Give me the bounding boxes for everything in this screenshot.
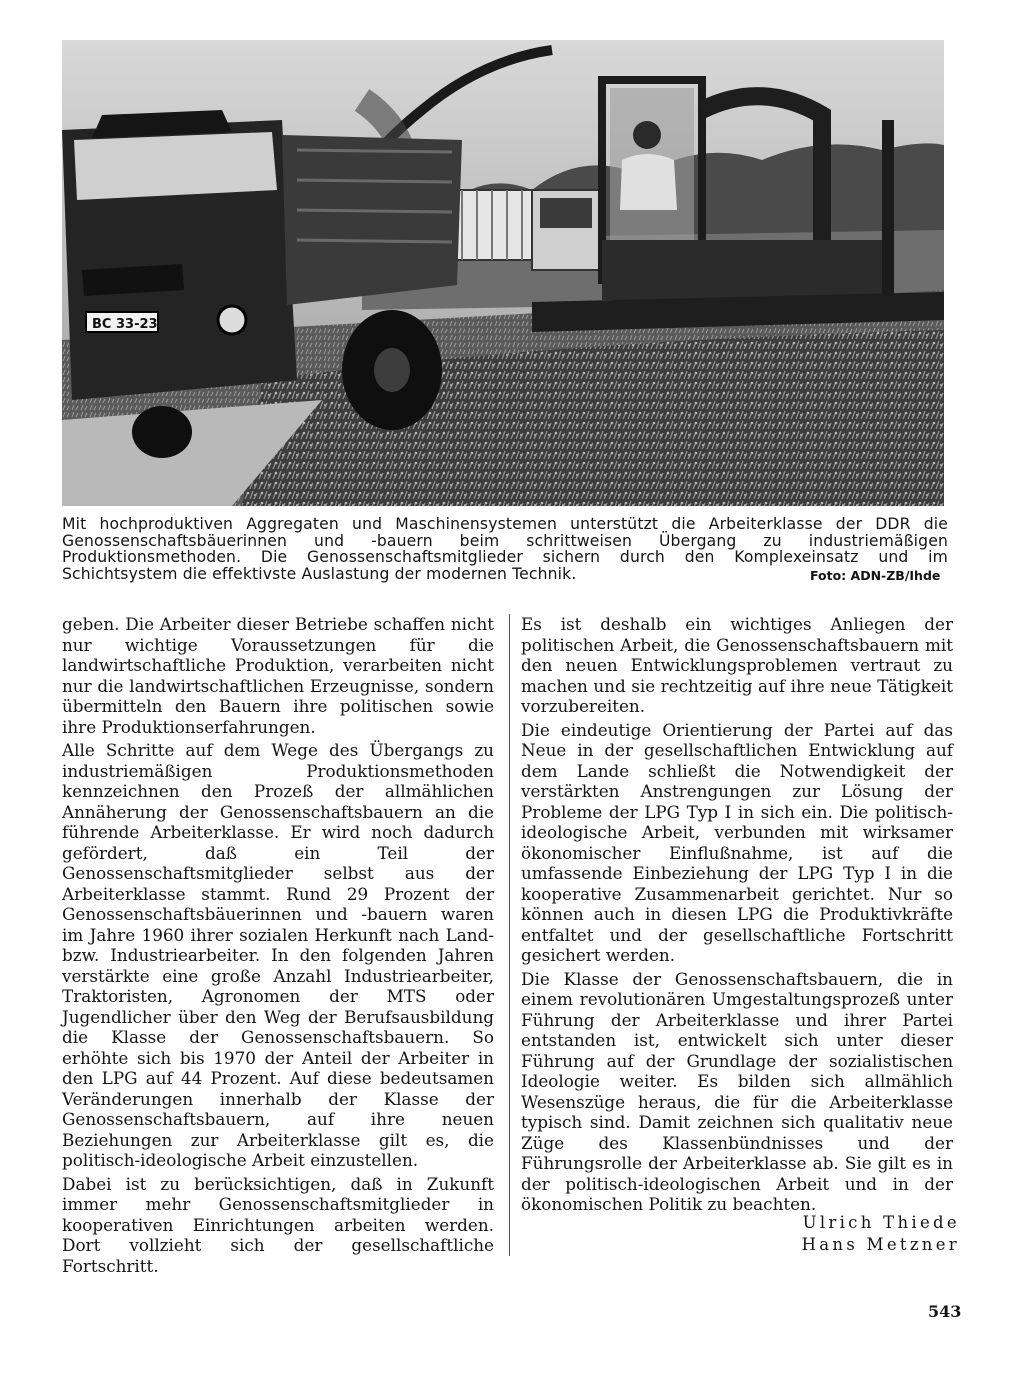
harvest-photo: [62, 40, 944, 506]
harvest-photo-illustration: [62, 40, 944, 506]
paragraph: geben. Die Arbeiter dieser Betriebe schaffen nicht nur wichtige Voraussetzungen für die landwirtschaftliche Produktion, verarbeiten nicht nur die landwirtschaftlichen Erzeugnisse, sondern übermitteln den Bauern ihre politischen sowie ihre Produktionserfahrungen.: [62, 614, 494, 737]
license-plate: BC 33-23: [92, 317, 158, 332]
article-column-right: [521, 614, 953, 1218]
author-name: Hans Metzner: [801, 1235, 960, 1254]
page-number: 543: [928, 1302, 962, 1321]
photo-credit: Foto: ADN-ZB/Ihde: [810, 568, 941, 583]
paragraph: Dabei ist zu berücksichtigen, daß in Zukunft immer mehr Genossenschaftsmitglieder in kooperativen Einrichtungen arbeiten werden. Dort vollzieht sich der gesellschaftliche Fortschritt.: [62, 1173, 494, 1276]
photo-caption: Mit hochproduktiven Aggregaten und Maschinensystemen unterstützt die Arbeiterklasse der DDR die Genossenschaftsbäuerinnen und -bauern beim schrittweisen Übergang zu industriemäßigen Produktionsmethoden. Die Genossenschaftsmitglieder sichern durch den Komplexeinsatz und im Schichtsystem die effektivste Auslastung der modernen Technik.: [62, 515, 948, 583]
paragraph: Die eindeutige Orientierung der Partei auf das Neue in der gesellschaftlichen Entwicklung auf dem Lande schließt die Notwendigkeit der verstärkten Anstrengungen zur Lösung der Probleme der LPG Typ I in sich ein. Die politisch-ideologische Arbeit, verbunden mit wirksamer ökonomischer Einflußnahme, ist auf die umfassende Einbeziehung der LPG Typ I in die kooperative Zusammenarbeit gerichtet. Nur so können auch in diesen LPG die Produktivkräfte entfaltet und der gesellschaftliche Fortschritt gesichert werden.: [521, 719, 953, 965]
author-signature: [760, 1212, 960, 1256]
paragraph: Es ist deshalb ein wichtiges Anliegen der politischen Arbeit, die Genossenschaftsbauern mit den neuen Entwicklungsproblemen vertraut zu machen und sie rechtzeitig auf ihre neue Tätigkeit vorzubereiten.: [521, 614, 953, 716]
paragraph: Die Klasse der Genossenschaftsbauern, die in einem revolutionären Umgestaltungsprozeß unter Führung der Arbeiterklasse und ihrer Partei entstanden ist, entwickelt sich unter dieser Führung auf der Grundlage der sozialistischen Ideologie weiter. Es bilden sich allmählich Wesenszüge heraus, die für die Arbeiterklasse typisch sind. Damit zeichnen sich qualitativ neue Züge des Klassenbündnisses und der Führungsrolle der Arbeiterklasse ab. Sie gilt es in der politisch-ideologischen Arbeit und in der ökonomischen Politik zu beachten.: [521, 968, 953, 1214]
article-column-left: [62, 614, 494, 1279]
author-name: Ulrich Thiede: [802, 1213, 960, 1232]
paragraph: Alle Schritte auf dem Wege des Übergangs zu industriemäßigen Produktionsmethoden kennzeichnen den Prozeß der allmählichen Annäherung der Genossenschaftsbauern an die führende Arbeiterklasse. Er wird noch dadurch gefördert, daß ein Teil der Genossenschaftsmitglieder selbst aus der Arbeiterklasse stammt. Rund 29 Prozent der Genossenschaftsbäuerinnen und -bauern waren im Jahre 1960 ihrer sozialen Herkunft nach Land- bzw. Industriearbeiter. In den folgenden Jahren verstärkte eine große Anzahl Industriearbeiter, Traktoristen, Agronomen der MTS oder Jugendlicher über den Weg der Berufsausbildung die Klasse der Genossenschaftsbauern. So erhöhte sich bis 1970 der Anteil der Arbeiter in den LPG auf 44 Prozent. Auf diese bedeutsamen Veränderungen innerhalb der Klasse der Genossenschaftsbauern, auf ihre neuen Beziehungen zur Arbeiterklasse gilt es, die politisch-ideologische Arbeit einzustellen.: [62, 740, 494, 1170]
column-divider: [509, 614, 510, 1256]
